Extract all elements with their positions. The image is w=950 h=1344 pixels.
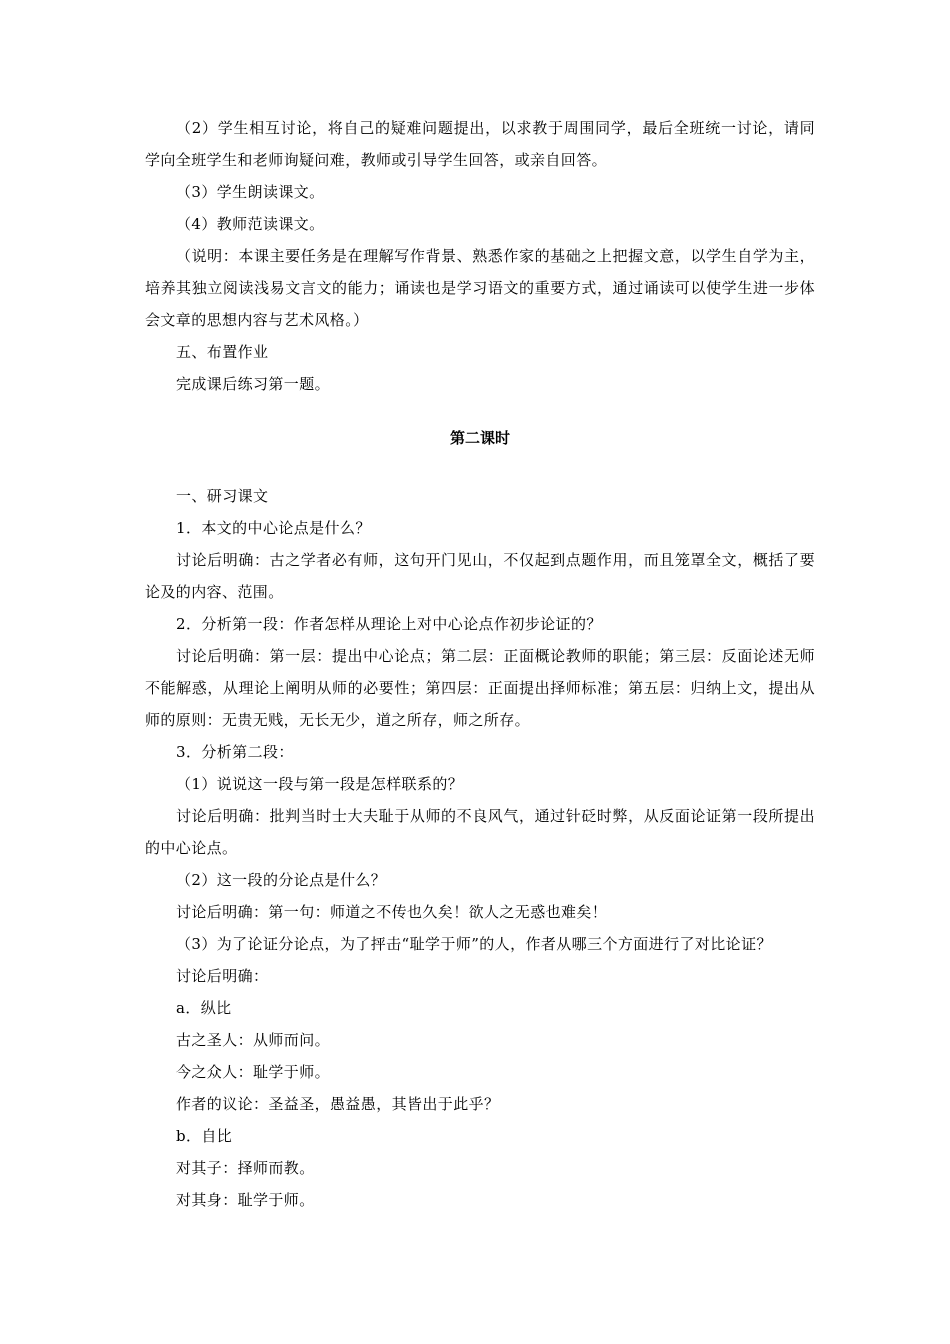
answer: 讨论后明确：古之学者必有师，这句开门见山，不仅起到点题作用，而且笼罩全文，概括了要论及的内容、范围。 — [145, 551, 815, 601]
section-heading-study: 一、研习课文 — [176, 487, 269, 505]
list-item: 对其身：耻学于师。 — [176, 1191, 315, 1209]
paragraph: （说明：本课主要任务是在理解写作背景、熟悉作家的基础之上把握文意，以学生自学为主，培养其独立阅读浅易文言文的能力；诵读也是学习语文的重要方式，通过诵读可以使学生进一步体会文章的思想内容与艺术风格。） — [145, 247, 815, 329]
section-heading-homework: 五、布置作业 — [176, 343, 269, 361]
answer: 讨论后明确：第一层：提出中心论点；第二层：正面概论教师的职能；第三层：反面论述无师不能解惑，从理论上阐明从师的必要性；第四层：正面提出择师标准；第五层：归纳上文，提出从师的原则：无贵无贱，无长无少，道之所存，师之所存。 — [145, 647, 815, 729]
document-body — [145, 112, 815, 1216]
paragraph: （3）学生朗读课文。 — [176, 183, 325, 201]
question: 3．分析第二段： — [176, 743, 294, 761]
sub-question: （1）说说这一段与第一段是怎样联系的？ — [176, 775, 464, 793]
sub-question: （3）为了论证分论点，为了抨击“耻学于师”的人，作者从哪三个方面进行了对比论证？ — [176, 935, 772, 953]
lesson-title: 第二课时 — [449, 429, 510, 447]
question: 2．分析第一段：作者怎样从理论上对中心论点作初步论证的？ — [176, 615, 602, 633]
answer: 讨论后明确：批判当时士大夫耻于从师的不良风气，通过针砭时弊，从反面论证第一段所提出的中心论点。 — [145, 807, 815, 857]
list-item: a．纵比 — [176, 999, 232, 1017]
answer: 讨论后明确： — [176, 967, 269, 985]
sub-question: （2）这一段的分论点是什么？ — [176, 871, 387, 889]
answer: 讨论后明确：第一句：师道之不传也久矣！欲人之无惑也难矣！ — [176, 903, 608, 921]
list-item: 今之众人：耻学于师。 — [176, 1063, 331, 1081]
paragraph: 完成课后练习第一题。 — [176, 375, 331, 393]
list-item: b．自比 — [176, 1127, 233, 1145]
question: 1．本文的中心论点是什么？ — [176, 519, 371, 537]
paragraph: （2）学生相互讨论，将自己的疑难问题提出，以求教于周围同学，最后全班统一讨论，请同学向全班学生和老师询疑问难，教师或引导学生回答，或亲自回答。 — [145, 119, 815, 169]
paragraph: （4）教师范读课文。 — [176, 215, 325, 233]
list-item: 古之圣人：从师而问。 — [176, 1031, 331, 1049]
list-item: 作者的议论：圣益圣，愚益愚，其皆出于此乎？ — [176, 1095, 500, 1113]
list-item: 对其子：择师而教。 — [176, 1159, 315, 1177]
